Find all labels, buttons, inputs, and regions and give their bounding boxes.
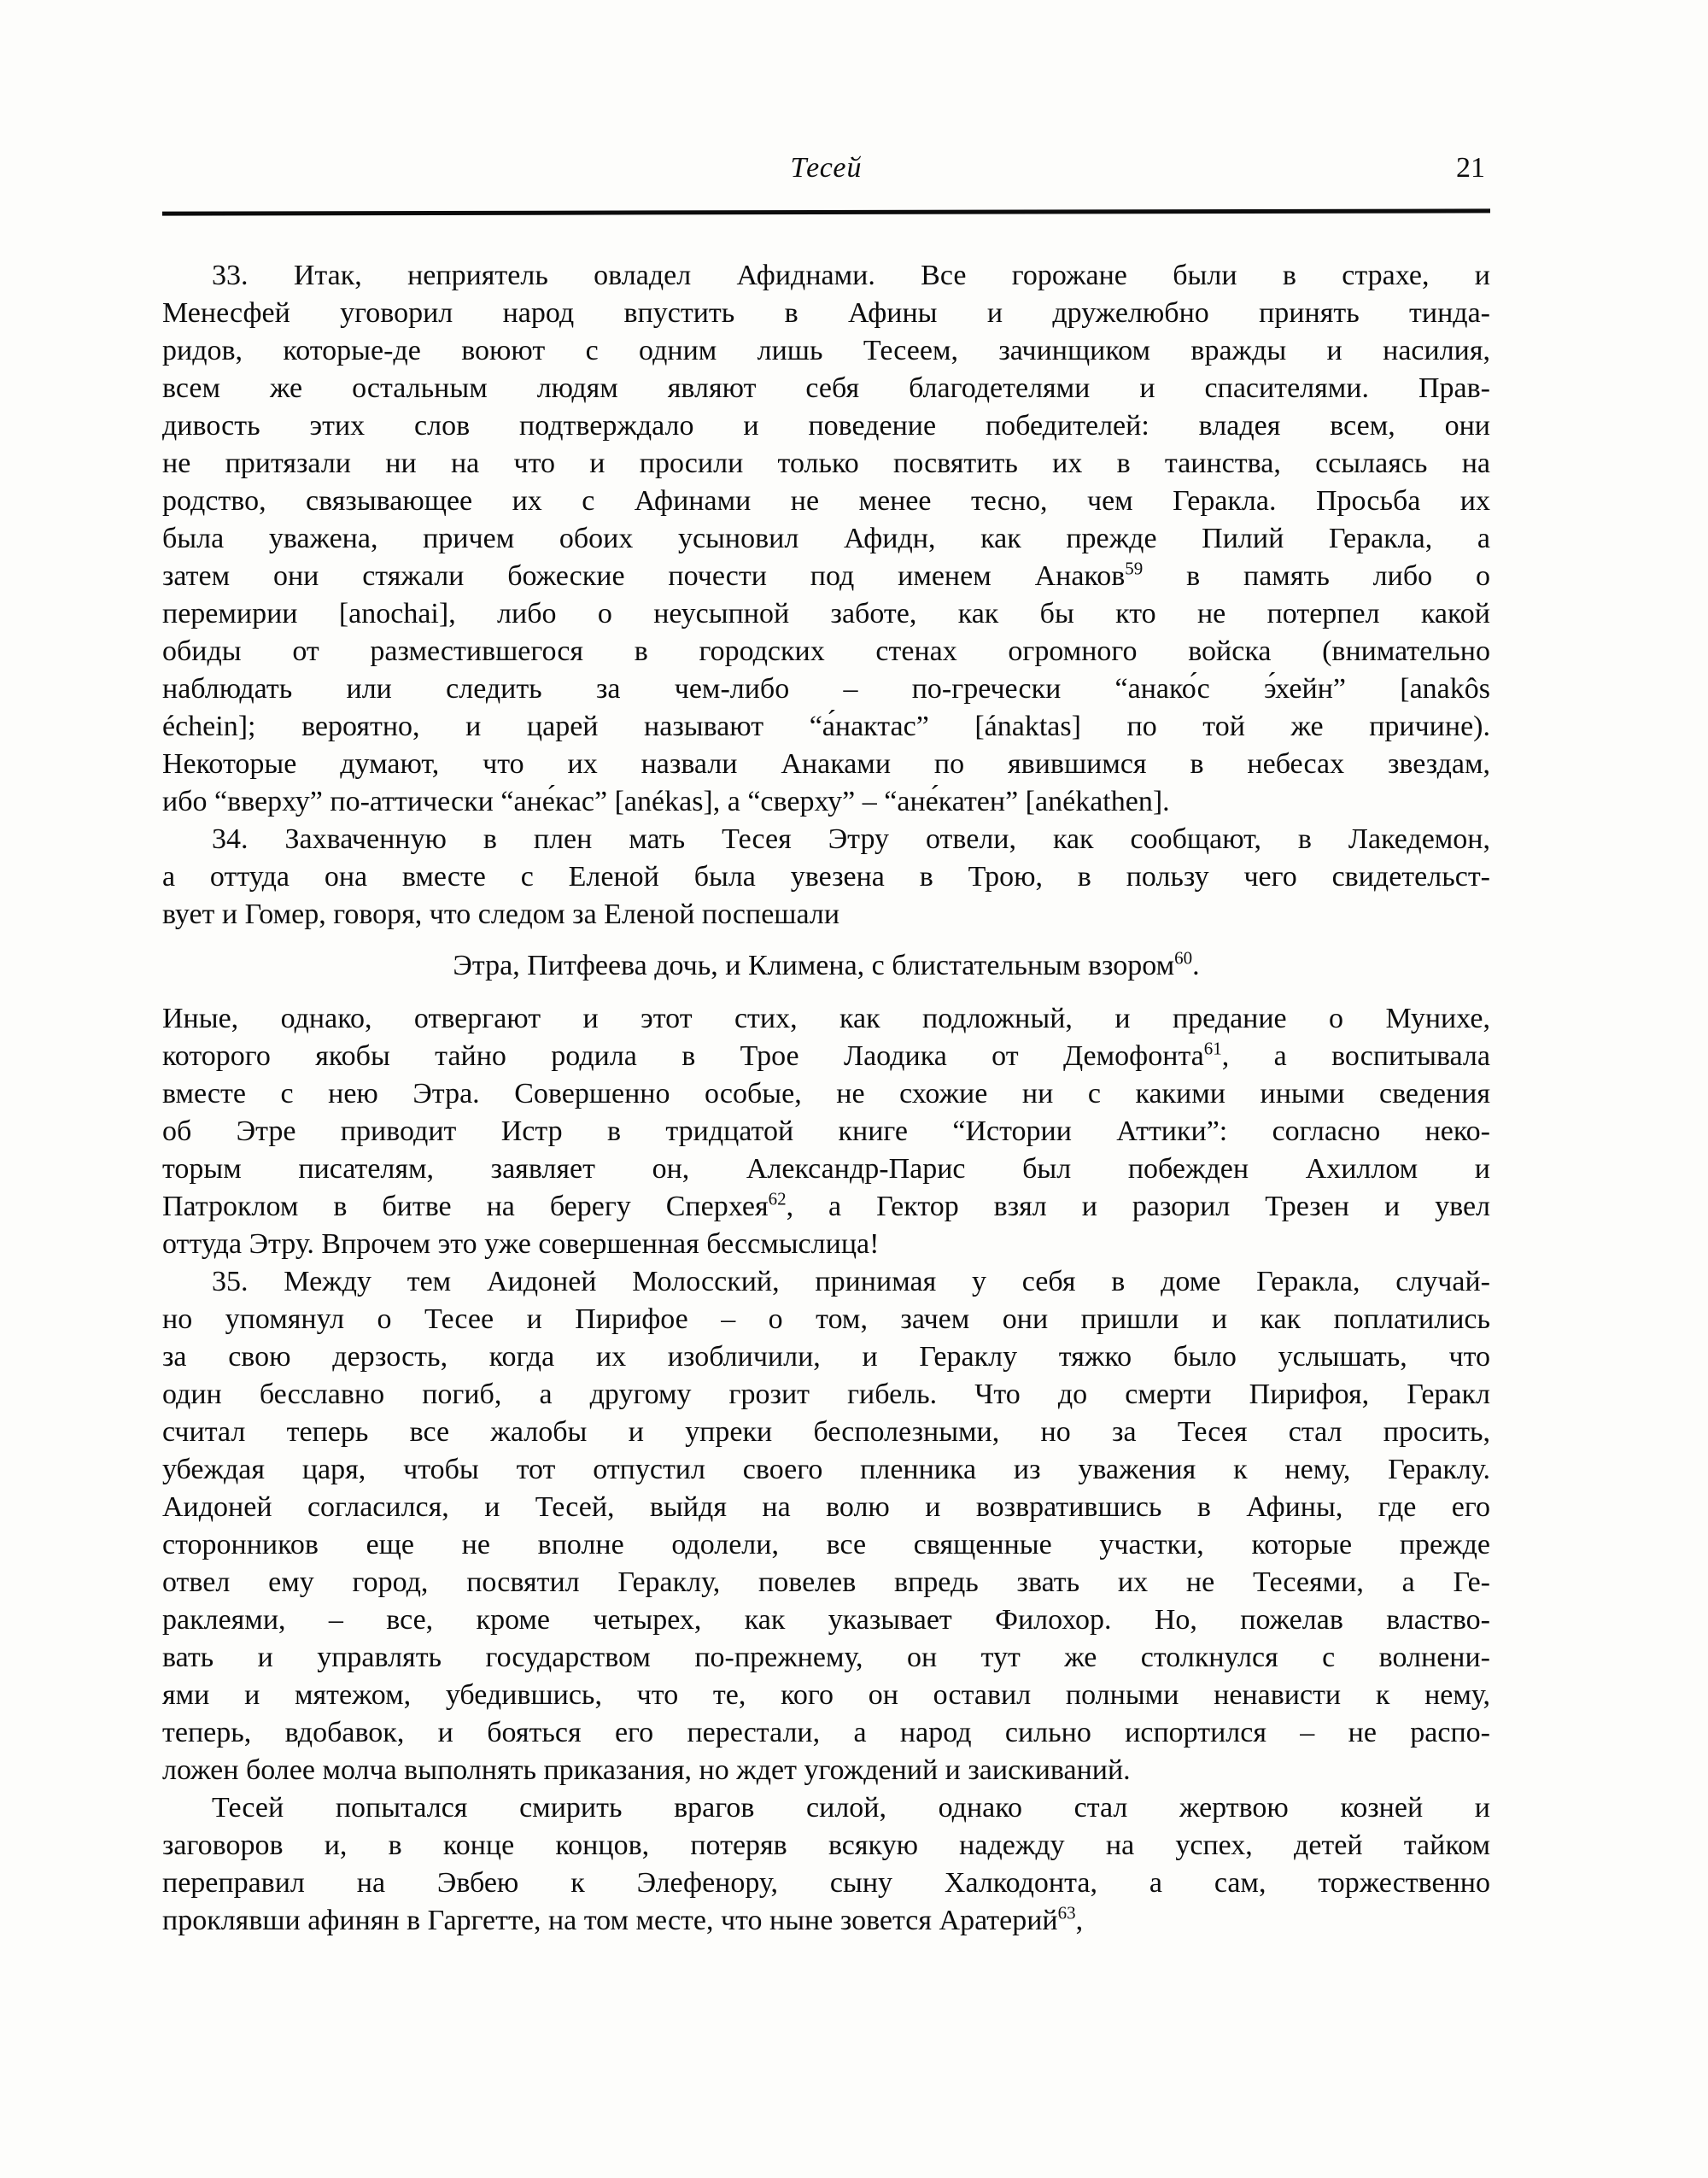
text-line: наблюдать или следить за чем-либо – по-гречески “анако́с э́хейн” [anakôs bbox=[162, 673, 1490, 705]
text-line: 33. Итак, неприятель овладел Афиднами. Все горожане были в страхе, и bbox=[212, 260, 1490, 291]
text-block bbox=[162, 152, 1490, 1940]
text-line: Патроклом в битве на берегу Сперхея$^{62}$, а Гектор взял и разорил Трезен и увел bbox=[162, 1188, 1490, 1222]
text-line: отвел ему город, посвятил Гераклу, повелев впредь звать их не Тесеями, а Ге- bbox=[162, 1566, 1490, 1598]
paragraph bbox=[162, 1263, 1490, 1789]
text-line: теперь, вдобавок, и бояться его перестали, а народ сильно испортился – не распо- bbox=[162, 1717, 1490, 1748]
text-line: оттуда Этру. Впрочем это уже совершенная бессмыслица! bbox=[162, 1228, 880, 1260]
running-title: Тесей bbox=[790, 152, 863, 184]
text-line: торым писателям, заявляет он, Александр-Парис был побежден Ахиллом и bbox=[162, 1153, 1490, 1185]
text-line: 34. Захваченную в плен мать Тесея Этру отвели, как сообщают, в Лакедемон, bbox=[212, 823, 1490, 855]
text-line: Некоторые думают, что их назвали Анаками по явившимся в небесах звездам, bbox=[162, 748, 1490, 780]
text-line: Иные, однако, отвергают и этот стих, как подложный, и предание о Мунихе, bbox=[162, 1003, 1490, 1034]
text-line: раклеями, – все, кроме четырех, как указывает Филохор. Но, пожелав властво- bbox=[162, 1604, 1490, 1636]
paragraph bbox=[162, 1789, 1490, 1940]
text-line: всем же остальным людям являют себя благодетелями и спасителями. Прав- bbox=[162, 372, 1490, 404]
text-line: 35. Между тем Аидоней Молосский, принимая у себя в доме Геракла, случай- bbox=[212, 1266, 1490, 1297]
text-line: родство, связывающее их с Афинами не менее тесно, чем Геракла. Просьба их bbox=[162, 485, 1490, 517]
footnote-ref: 59 bbox=[1125, 558, 1144, 579]
page-body bbox=[162, 257, 1490, 1940]
text-line: переправил на Эвбею к Элефенору, сыну Халкодонта, а сам, торжественно bbox=[162, 1867, 1490, 1899]
text-line: но упомянул о Тесее и Пирифое – о том, зачем они пришли и как поплатились bbox=[162, 1303, 1490, 1335]
footnote-ref: 60 bbox=[1174, 947, 1193, 969]
text-line: Этра, Питфеева дочь, и Климена, с блистательным взором$^{60}$. bbox=[453, 947, 1200, 981]
text-line: échein]; вероятно, и царей называют “а́нактас” [ánaktas] по той же причине). bbox=[162, 711, 1490, 742]
text-line: вать и управлять государством по-прежнему, он тут же столкнулся с волнени- bbox=[162, 1642, 1490, 1673]
text-line: проклявши афинян в Гаргетте, на том месте, что ныне зовется Аратерий$^{63}$, bbox=[162, 1902, 1084, 1936]
text-line: была уважена, причем обоих усыновил Афидн, как прежде Пилий Геракла, а bbox=[162, 523, 1490, 554]
page-header bbox=[162, 152, 1490, 191]
paragraph bbox=[162, 821, 1490, 934]
text-line: которого якобы тайно родила в Трое Лаодика от Демофонта$^{61}$, а воспитывала bbox=[162, 1038, 1490, 1072]
header-rule bbox=[162, 208, 1490, 215]
text-line: а оттуда она вместе с Еленой была увезена в Трою, в пользу чего свидетельст- bbox=[162, 861, 1490, 893]
verse-block bbox=[162, 947, 1490, 985]
text-line: вместе с нею Этра. Совершенно особые, не схожие ни с какими иными сведения bbox=[162, 1078, 1490, 1109]
text-line: не притязали ни на что и просили только посвятить их в таинства, ссылаясь на bbox=[162, 448, 1490, 479]
page-number: 21 bbox=[1456, 152, 1485, 184]
text-line: за свою дерзость, когда их изобличили, и Гераклу тяжко было услышать, что bbox=[162, 1341, 1490, 1373]
text-line: заговоров и, в конце концов, потеряв всякую надежду на успех, детей тайком bbox=[162, 1830, 1490, 1861]
text-line: ями и мятежом, убедившись, что те, кого он оставил полными ненависти к нему, bbox=[162, 1679, 1490, 1711]
text-line: вует и Гомер, говоря, что следом за Еленой поспешали bbox=[162, 899, 840, 930]
text-line: сторонников еще не вполне одолели, все священные участки, которые прежде bbox=[162, 1529, 1490, 1560]
text-line: считал теперь все жалобы и упреки бесполезными, но за Тесея стал просить, bbox=[162, 1416, 1490, 1448]
text-line: Тесей попытался смирить врагов силой, однако стал жертвою козней и bbox=[212, 1792, 1490, 1824]
paragraph bbox=[162, 257, 1490, 821]
text-line: ридов, которые-де воюют с одним лишь Тесеем, зачинщиком вражды и насилия, bbox=[162, 335, 1490, 366]
text-line: Менесфей уговорил народ впустить в Афины и дружелюбно принять тинда- bbox=[162, 297, 1490, 329]
text-line: ложен более молча выполнять приказания, но ждет угождений и заискиваний. bbox=[162, 1754, 1131, 1786]
text-line: Аидоней согласился, и Тесей, выйдя на волю и возвратившись в Афины, где его bbox=[162, 1491, 1490, 1523]
text-line: один бесславно погиб, а другому грозит гибель. Что до смерти Пирифоя, Геракл bbox=[162, 1379, 1490, 1410]
text-line: убеждая царя, чтобы тот отпустил своего пленника из уважения к нему, Гераклу. bbox=[162, 1454, 1490, 1485]
footnote-ref: 63 bbox=[1057, 1902, 1076, 1923]
text-line: об Этре приводит Истр в тридцатой книге “Истории Аттики”: согласно неко- bbox=[162, 1115, 1490, 1147]
text-line: ибо “вверху” по-аттически “ане́кас” [anékas], а “сверху” – “ане́катен” [anékathen]. bbox=[162, 786, 1170, 817]
text-line: перемирии [anochai], либо о неусыпной заботе, как бы кто не потерпел какой bbox=[162, 598, 1490, 629]
text-line: дивость этих слов подтверждало и поведение победителей: владея всем, они bbox=[162, 410, 1490, 442]
footnote-ref: 61 bbox=[1203, 1038, 1222, 1059]
text-line: затем они стяжали божеские почести под именем Анаков$^{59}$ в память либо о bbox=[162, 558, 1490, 592]
paragraph bbox=[162, 1000, 1490, 1263]
text-line: обиды от разместившегося в городских стенах огромного войска (внимательно bbox=[162, 635, 1490, 667]
footnote-ref: 62 bbox=[768, 1188, 787, 1209]
